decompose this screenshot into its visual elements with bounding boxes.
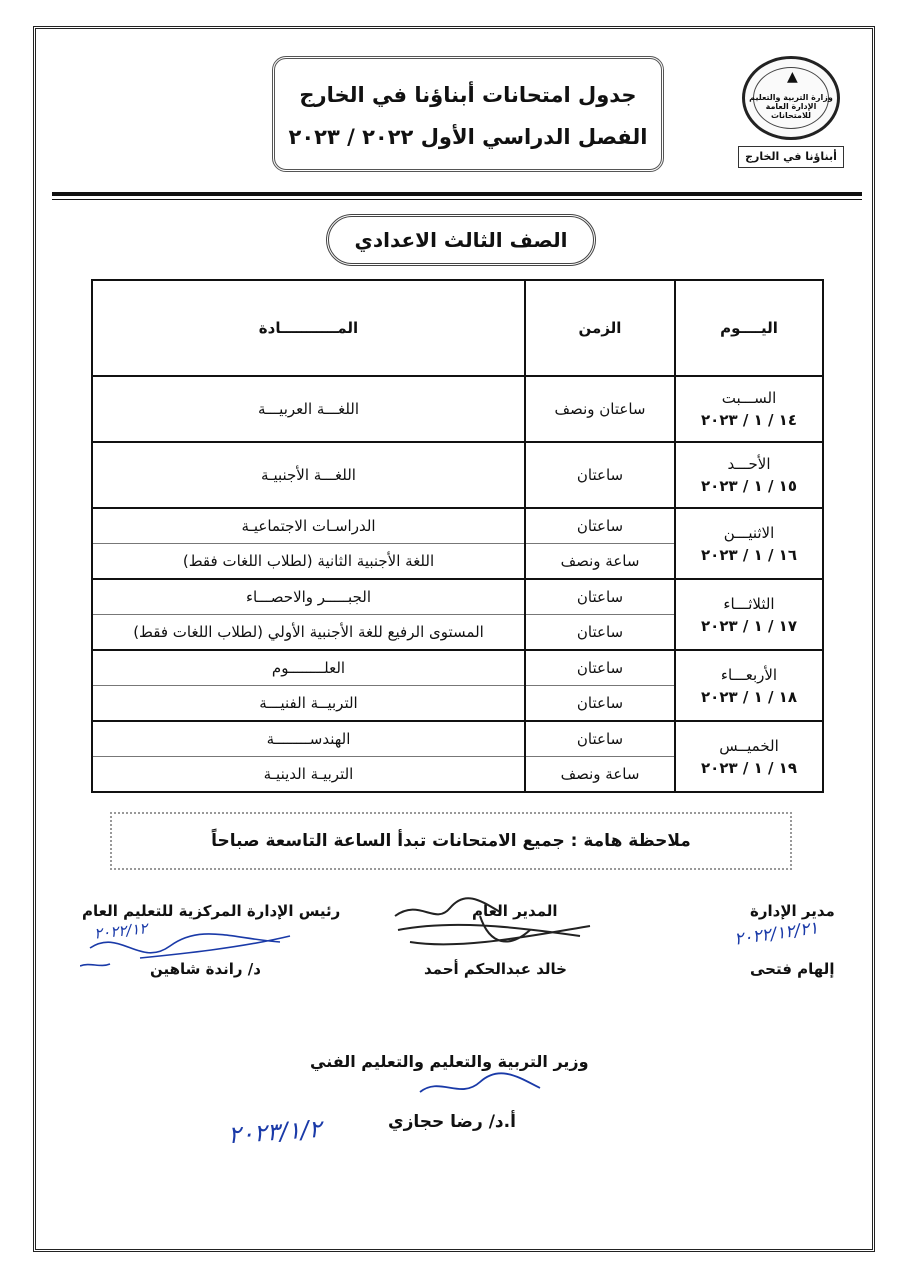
duration-cell: ساعتان xyxy=(525,721,675,757)
minister-name: أ.د/ رضا حجازي xyxy=(388,1112,516,1132)
central-head-name: د/ راندة شاهين xyxy=(150,960,261,978)
exam-schedule-table xyxy=(91,279,824,793)
subject-cell: التربيــة الفنيـــة xyxy=(92,686,525,722)
day-name: الخميــس xyxy=(719,736,779,755)
day-cell xyxy=(675,579,823,650)
central-head-signature-scribble xyxy=(80,918,300,974)
title-box xyxy=(272,56,664,172)
day-cell xyxy=(675,721,823,792)
day-name: الاثنيـــن xyxy=(723,523,775,542)
day-cell xyxy=(675,376,823,442)
general-manager-name: خالد عبدالحكم أحمد xyxy=(424,960,567,978)
subject-cell: الدراسـات الاجتماعيـة xyxy=(92,508,525,544)
subject-cell: الهندســــــــة xyxy=(92,721,525,757)
department-manager-handwritten-date: ٢٠٢٢/١٢/٢١ xyxy=(733,918,820,950)
general-manager-signature-scribble xyxy=(390,896,600,960)
day-name: الأحـــد xyxy=(727,455,771,473)
header-divider xyxy=(52,192,862,196)
central-head-handwritten-date: ٢٠٢٢/١٢ xyxy=(93,919,149,943)
day-date: ١٥ / ١ / ٢٠٢٣ xyxy=(701,477,797,495)
duration-cell: ساعتان xyxy=(525,508,675,544)
table-header-row xyxy=(92,280,823,376)
table-row xyxy=(92,442,823,508)
grade-label: الصف الثالث الاعدادي xyxy=(326,214,596,266)
day-cell xyxy=(675,508,823,579)
table-row xyxy=(92,650,823,686)
table-row xyxy=(92,508,823,544)
day-date: ١٨ / ١ / ٢٠٢٣ xyxy=(701,687,797,706)
logo-caption: أبناؤنا في الخارج xyxy=(738,146,844,168)
day-cell xyxy=(675,650,823,721)
minister-title: وزير التربية والتعليم والتعليم الفني xyxy=(310,1052,589,1071)
table-row xyxy=(92,376,823,442)
day-name: الأربعـــاء xyxy=(720,665,778,684)
duration-cell: ساعتان ونصف xyxy=(525,376,675,442)
duration-cell: ساعتان xyxy=(525,650,675,686)
ministry-logo xyxy=(738,54,846,172)
day-date: ١٩ / ١ / ٢٠٢٣ xyxy=(701,758,797,777)
table-row xyxy=(92,721,823,757)
table-row xyxy=(92,579,823,615)
day-date: ١٤ / ١ / ٢٠٢٣ xyxy=(701,411,797,429)
page-subtitle: الفصل الدراسي الأول ٢٠٢٢ / ٢٠٢٣ xyxy=(288,125,648,149)
subject-cell: اللغـــة العربيـــة xyxy=(92,376,525,442)
minister-signature-scribble xyxy=(410,1070,550,1104)
header-day: اليــــوم xyxy=(675,280,823,376)
subject-cell: الجبـــــر والاحصـــاء xyxy=(92,579,525,615)
eagle-icon: ▲ xyxy=(787,69,798,85)
header-subject: المـــــــــــادة xyxy=(92,280,525,376)
duration-cell: ساعتان xyxy=(525,615,675,651)
header-divider-thin xyxy=(52,199,862,200)
day-date: ١٧ / ١ / ٢٠٢٣ xyxy=(701,616,797,635)
duration-cell: ساعة ونصف xyxy=(525,544,675,580)
duration-cell: ساعتان xyxy=(525,442,675,508)
logo-emblem xyxy=(742,56,840,140)
subject-cell: المستوى الرفيع للغة الأجنبية الأولي (لطلاب اللغات فقط) xyxy=(92,615,525,651)
page-title: جدول امتحانات أبناؤنا في الخارج xyxy=(299,83,637,107)
important-note: ملاحظة هامة : جميع الامتحانات تبدأ الساعة التاسعة صباحاً xyxy=(110,812,792,870)
day-cell xyxy=(675,442,823,508)
logo-text: وزارة التربية والتعليم الإدارة العامة للامتحانات xyxy=(749,93,833,120)
subject-cell: اللغة الأجنبية الثانية (لطلاب اللغات فقط) xyxy=(92,544,525,580)
subject-cell: اللغـــة الأجنبيـة xyxy=(92,442,525,508)
duration-cell: ساعتان xyxy=(525,579,675,615)
subject-cell: التربيـة الدينيـة xyxy=(92,757,525,793)
general-manager-title: المدير العام xyxy=(472,902,558,920)
day-name: الثلاثـــاء xyxy=(723,594,775,613)
department-manager-title: مدير الإدارة xyxy=(750,902,835,920)
duration-cell: ساعتان xyxy=(525,686,675,722)
day-name: الســـبت xyxy=(721,389,777,407)
department-manager-name: إلهام فتحى xyxy=(750,960,835,978)
header-duration: الزمن xyxy=(525,280,675,376)
day-date: ١٦ / ١ / ٢٠٢٣ xyxy=(701,545,797,564)
minister-handwritten-date: ٢٠٢٣/١/٢ xyxy=(227,1114,323,1150)
central-head-title: رئيس الإدارة المركزية للتعليم العام xyxy=(82,902,341,920)
duration-cell: ساعة ونصف xyxy=(525,757,675,793)
subject-cell: العلــــــــوم xyxy=(92,650,525,686)
